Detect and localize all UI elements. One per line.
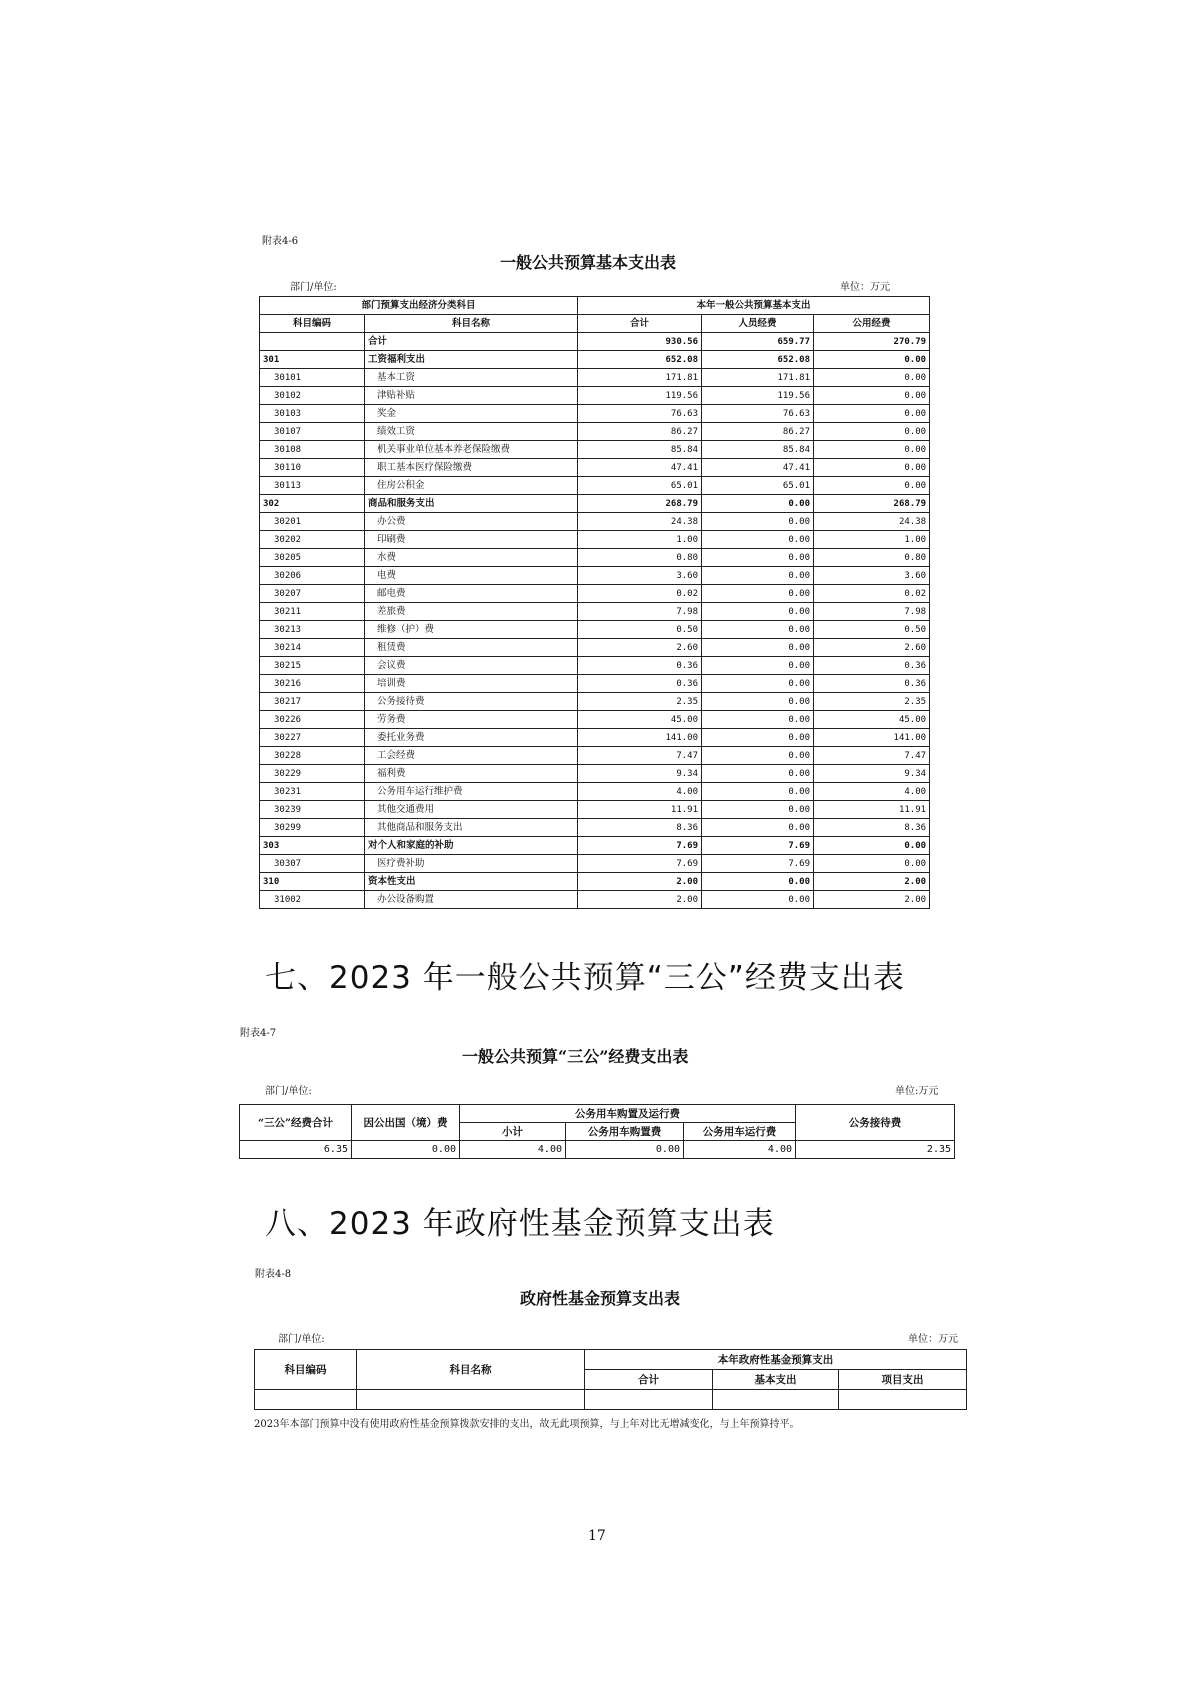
cell-code: 30110 <box>260 459 365 477</box>
col-header-abroad: 因公出国（境）费 <box>352 1105 460 1141</box>
cell-total: 7.69 <box>578 837 702 855</box>
table-row <box>260 765 930 783</box>
cell-total: 171.81 <box>578 369 702 387</box>
cell-code: 310 <box>260 873 365 891</box>
cell-total: 930.56 <box>578 333 702 351</box>
table3-dept-label: 部门/单位: <box>278 1334 325 1345</box>
cell-name: 合计 <box>365 333 578 351</box>
col-header-vehicle-run: 公务用车运行费 <box>684 1123 796 1141</box>
cell-public: 0.00 <box>814 459 930 477</box>
table-row <box>240 1141 955 1159</box>
cell-total: 8.36 <box>578 819 702 837</box>
table-row <box>260 405 930 423</box>
table-row <box>260 819 930 837</box>
col-header-code: 科目编码 <box>260 315 365 333</box>
cell-name: 工资福利支出 <box>365 351 578 369</box>
table2-title: 一般公共预算“三公”经费支出表 <box>462 1047 689 1066</box>
cell-code: 303 <box>260 837 365 855</box>
cell-public: 24.38 <box>814 513 930 531</box>
cell-total: 24.38 <box>578 513 702 531</box>
cell-name: 福利费 <box>365 765 578 783</box>
cell-code: 30217 <box>260 693 365 711</box>
col-header-total: 合计 <box>585 1370 713 1390</box>
cell-name: 差旅费 <box>365 603 578 621</box>
cell-name: 委托业务费 <box>365 729 578 747</box>
table-row <box>260 459 930 477</box>
cell-personnel: 171.81 <box>702 369 814 387</box>
col-header-name: 科目名称 <box>357 1350 585 1390</box>
cell-code: 30228 <box>260 747 365 765</box>
cell-name: 商品和服务支出 <box>365 495 578 513</box>
cell-name: 其他交通费用 <box>365 801 578 819</box>
cell-public: 0.00 <box>814 855 930 873</box>
col-header-public: 公用经费 <box>814 315 930 333</box>
table-row <box>260 621 930 639</box>
cell-code: 301 <box>260 351 365 369</box>
table-row <box>260 693 930 711</box>
col-header-name: 科目名称 <box>365 315 578 333</box>
table-row <box>260 423 930 441</box>
table-row <box>260 513 930 531</box>
general-budget-basic-expenditure-table <box>259 296 930 909</box>
cell-personnel: 0.00 <box>702 567 814 585</box>
cell-name: 维修（护）费 <box>365 621 578 639</box>
cell-public: 0.00 <box>814 423 930 441</box>
table-row <box>260 675 930 693</box>
table-row <box>260 855 930 873</box>
cell-name: 电费 <box>365 567 578 585</box>
three-public-expenses-table <box>239 1104 955 1159</box>
cell-public: 2.00 <box>814 891 930 909</box>
table-row <box>260 549 930 567</box>
cell-total: 2.35 <box>578 693 702 711</box>
table-row <box>260 567 930 585</box>
cell-public: 0.00 <box>814 837 930 855</box>
cell-code: 30299 <box>260 819 365 837</box>
cell-total: 2.60 <box>578 639 702 657</box>
cell-personnel: 0.00 <box>702 657 814 675</box>
cell-code: 30102 <box>260 387 365 405</box>
cell-total: 1.00 <box>578 531 702 549</box>
cell-personnel: 0.00 <box>702 765 814 783</box>
page-number: 17 <box>588 1528 606 1544</box>
cell-total: 268.79 <box>578 495 702 513</box>
cell-total: 0.36 <box>578 657 702 675</box>
cell-personnel: 0.00 <box>702 585 814 603</box>
cell-personnel: 0.00 <box>702 531 814 549</box>
cell-code: 30201 <box>260 513 365 531</box>
cell-public: 0.00 <box>814 351 930 369</box>
cell-subtotal: 4.00 <box>460 1141 566 1159</box>
cell-name: 公务用车运行维护费 <box>365 783 578 801</box>
col-header-three-public-total: “三公”经费合计 <box>240 1105 352 1141</box>
cell-public: 9.34 <box>814 765 930 783</box>
cell-total: 2.00 <box>578 873 702 891</box>
cell-personnel: 7.69 <box>702 855 814 873</box>
cell-total: 0.36 <box>578 675 702 693</box>
table3-unit-label: 单位：万元 <box>908 1334 958 1345</box>
cell-abroad: 0.00 <box>352 1141 460 1159</box>
table-row <box>260 747 930 765</box>
table-row-empty <box>255 1390 967 1410</box>
table1-ref: 附表4-6 <box>262 236 299 247</box>
table2-ref: 附表4-7 <box>240 1028 277 1039</box>
table-row <box>260 477 930 495</box>
cell-total: 9.34 <box>578 765 702 783</box>
cell-code: 30227 <box>260 729 365 747</box>
cell-total: 45.00 <box>578 711 702 729</box>
cell-name: 会议费 <box>365 657 578 675</box>
cell-code: 30113 <box>260 477 365 495</box>
cell-total: 76.63 <box>578 405 702 423</box>
table-row <box>260 369 930 387</box>
col-header-vehicle-buy: 公务用车购置费 <box>566 1123 684 1141</box>
cell-total: 119.56 <box>578 387 702 405</box>
cell-personnel: 0.00 <box>702 603 814 621</box>
table-row <box>260 639 930 657</box>
table3-ref: 附表4-8 <box>255 1269 292 1280</box>
cell-code: 30307 <box>260 855 365 873</box>
cell-public: 2.60 <box>814 639 930 657</box>
cell-personnel: 7.69 <box>702 837 814 855</box>
cell-total: 7.69 <box>578 855 702 873</box>
cell-public: 45.00 <box>814 711 930 729</box>
cell-total: 0.50 <box>578 621 702 639</box>
cell-personnel: 0.00 <box>702 819 814 837</box>
cell-personnel: 85.84 <box>702 441 814 459</box>
table-row <box>260 783 930 801</box>
cell-total: 11.91 <box>578 801 702 819</box>
cell-name: 其他商品和服务支出 <box>365 819 578 837</box>
government-fund-expenditure-table <box>254 1349 967 1410</box>
cell-total: 4.00 <box>578 783 702 801</box>
cell-code: 30211 <box>260 603 365 621</box>
cell-public: 2.00 <box>814 873 930 891</box>
group-header-right: 本年一般公共预算基本支出 <box>578 297 930 315</box>
table-row <box>260 495 930 513</box>
cell-name: 基本工资 <box>365 369 578 387</box>
cell-total: 3.60 <box>578 567 702 585</box>
cell-public: 7.98 <box>814 603 930 621</box>
cell-name: 对个人和家庭的补助 <box>365 837 578 855</box>
cell-personnel: 76.63 <box>702 405 814 423</box>
cell-personnel: 0.00 <box>702 711 814 729</box>
table-row <box>260 531 930 549</box>
cell-total: 652.08 <box>578 351 702 369</box>
cell-personnel: 0.00 <box>702 639 814 657</box>
cell-personnel: 0.00 <box>702 675 814 693</box>
group-header-left: 部门预算支出经济分类科目 <box>260 297 578 315</box>
cell-name: 培训费 <box>365 675 578 693</box>
cell-code: 30107 <box>260 423 365 441</box>
cell-personnel: 0.00 <box>702 495 814 513</box>
cell-total: 2.00 <box>578 891 702 909</box>
cell-total: 85.84 <box>578 441 702 459</box>
table-row <box>260 441 930 459</box>
cell-total: 7.98 <box>578 603 702 621</box>
cell-public: 0.00 <box>814 405 930 423</box>
cell-personnel: 0.00 <box>702 891 814 909</box>
table-row <box>260 873 930 891</box>
table2-dept-label: 部门/单位: <box>265 1086 312 1097</box>
cell-code: 30215 <box>260 657 365 675</box>
cell-name: 邮电费 <box>365 585 578 603</box>
cell-name: 绩效工资 <box>365 423 578 441</box>
cell-total: 7.47 <box>578 747 702 765</box>
cell-name: 工会经费 <box>365 747 578 765</box>
cell-code: 30214 <box>260 639 365 657</box>
table-row <box>260 387 930 405</box>
cell-public: 268.79 <box>814 495 930 513</box>
col-header-total: 合计 <box>578 315 702 333</box>
cell-name: 公务接待费 <box>365 693 578 711</box>
cell-vehicle-run: 4.00 <box>684 1141 796 1159</box>
cell-name: 劳务费 <box>365 711 578 729</box>
col-header-fund-group: 本年政府性基金预算支出 <box>585 1350 967 1370</box>
cell-code: 30213 <box>260 621 365 639</box>
cell-name: 办公费 <box>365 513 578 531</box>
cell-name: 住房公积金 <box>365 477 578 495</box>
cell-total: 0.80 <box>578 549 702 567</box>
col-header-subtotal: 小计 <box>460 1123 566 1141</box>
cell-public: 0.80 <box>814 549 930 567</box>
cell-personnel: 0.00 <box>702 873 814 891</box>
cell-name: 办公设备购置 <box>365 891 578 909</box>
col-header-vehicle-group: 公务用车购置及运行费 <box>460 1105 796 1123</box>
cell-code: 30226 <box>260 711 365 729</box>
table1-unit-label: 单位：万元 <box>840 282 890 293</box>
cell-code: 30216 <box>260 675 365 693</box>
cell-name: 机关事业单位基本养老保险缴费 <box>365 441 578 459</box>
cell-public: 270.79 <box>814 333 930 351</box>
table-row <box>260 837 930 855</box>
cell-name: 奖金 <box>365 405 578 423</box>
table-row <box>260 603 930 621</box>
cell-name: 资本性支出 <box>365 873 578 891</box>
cell-personnel: 47.41 <box>702 459 814 477</box>
table2-unit-label: 单位:万元 <box>895 1086 939 1097</box>
cell-personnel: 0.00 <box>702 729 814 747</box>
table-row <box>260 585 930 603</box>
cell-public: 0.36 <box>814 675 930 693</box>
cell-code: 30207 <box>260 585 365 603</box>
col-header-basic: 基本支出 <box>713 1370 839 1390</box>
cell-code: 30206 <box>260 567 365 585</box>
cell-public: 0.00 <box>814 477 930 495</box>
cell-code: 30239 <box>260 801 365 819</box>
cell-personnel: 86.27 <box>702 423 814 441</box>
cell-public: 0.36 <box>814 657 930 675</box>
cell-public: 8.36 <box>814 819 930 837</box>
cell-public: 0.00 <box>814 369 930 387</box>
table1-title: 一般公共预算基本支出表 <box>500 253 677 272</box>
cell-public: 1.00 <box>814 531 930 549</box>
cell-vehicle-buy: 0.00 <box>566 1141 684 1159</box>
cell-total: 47.41 <box>578 459 702 477</box>
cell-name: 印刷费 <box>365 531 578 549</box>
cell-code: 31002 <box>260 891 365 909</box>
col-header-code: 科目编码 <box>255 1350 357 1390</box>
cell-total: 65.01 <box>578 477 702 495</box>
cell-public: 0.00 <box>814 441 930 459</box>
cell-name: 医疗费补助 <box>365 855 578 873</box>
cell-code: 30231 <box>260 783 365 801</box>
table3-title: 政府性基金预算支出表 <box>520 1289 681 1308</box>
cell-personnel: 659.77 <box>702 333 814 351</box>
cell-three-public-total: 6.35 <box>240 1141 352 1159</box>
cell-personnel: 0.00 <box>702 621 814 639</box>
cell-name: 津贴补贴 <box>365 387 578 405</box>
cell-code: 302 <box>260 495 365 513</box>
cell-public: 3.60 <box>814 567 930 585</box>
cell-personnel: 0.00 <box>702 783 814 801</box>
section-8-heading: 八、2023 年政府性基金预算支出表 <box>265 1206 775 1242</box>
table1-dept-label: 部门/单位: <box>290 282 337 293</box>
cell-code: 30108 <box>260 441 365 459</box>
cell-personnel: 0.00 <box>702 801 814 819</box>
cell-total: 0.02 <box>578 585 702 603</box>
cell-public: 141.00 <box>814 729 930 747</box>
cell-personnel: 0.00 <box>702 549 814 567</box>
cell-code: 30202 <box>260 531 365 549</box>
cell-name: 水费 <box>365 549 578 567</box>
cell-code: 30101 <box>260 369 365 387</box>
cell-public: 11.91 <box>814 801 930 819</box>
cell-public: 0.02 <box>814 585 930 603</box>
cell-public: 0.00 <box>814 387 930 405</box>
cell-total: 86.27 <box>578 423 702 441</box>
cell-personnel: 652.08 <box>702 351 814 369</box>
col-header-personnel: 人员经费 <box>702 315 814 333</box>
cell-personnel: 65.01 <box>702 477 814 495</box>
cell-code: 30205 <box>260 549 365 567</box>
cell-public: 7.47 <box>814 747 930 765</box>
cell-public: 0.50 <box>814 621 930 639</box>
cell-code <box>260 333 365 351</box>
col-header-reception: 公务接待费 <box>796 1105 955 1141</box>
col-header-project: 项目支出 <box>839 1370 967 1390</box>
cell-code: 30229 <box>260 765 365 783</box>
table-row <box>260 333 930 351</box>
cell-personnel: 0.00 <box>702 513 814 531</box>
table-row <box>260 657 930 675</box>
cell-name: 租赁费 <box>365 639 578 657</box>
cell-name: 职工基本医疗保险缴费 <box>365 459 578 477</box>
section-7-heading: 七、2023 年一般公共预算“三公”经费支出表 <box>265 960 905 996</box>
table-row <box>260 711 930 729</box>
cell-personnel: 119.56 <box>702 387 814 405</box>
table-row <box>260 351 930 369</box>
table-row <box>260 801 930 819</box>
cell-reception: 2.35 <box>796 1141 955 1159</box>
cell-total: 141.00 <box>578 729 702 747</box>
cell-personnel: 0.00 <box>702 747 814 765</box>
cell-personnel: 0.00 <box>702 693 814 711</box>
table-row <box>260 729 930 747</box>
cell-code: 30103 <box>260 405 365 423</box>
table3-note: 2023年本部门预算中没有使用政府性基金预算拨款安排的支出，故无此项预算，与上年对比无增减变化，与上年预算持平。 <box>254 1419 800 1430</box>
cell-public: 4.00 <box>814 783 930 801</box>
cell-public: 2.35 <box>814 693 930 711</box>
table-row <box>260 891 930 909</box>
